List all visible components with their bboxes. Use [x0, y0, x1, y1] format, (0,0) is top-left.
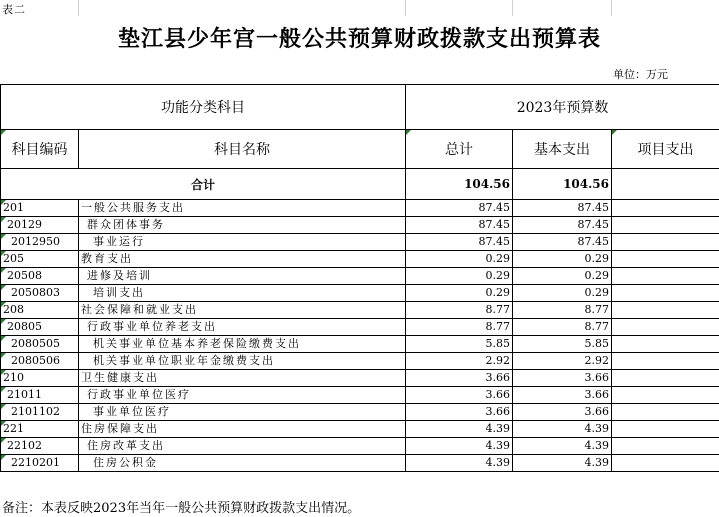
row-basic: 4.39 — [513, 421, 612, 438]
row-project — [612, 387, 719, 404]
row-project — [612, 438, 719, 455]
row-code: 2080505 — [1, 336, 79, 353]
row-name: 住房保障支出 — [79, 421, 406, 438]
footnote: 备注：本表反映2023年当年一般公共预算财政拨款支出情况。 — [2, 501, 361, 516]
row-basic: 8.77 — [513, 302, 612, 319]
row-name: 一般公共服务支出 — [79, 200, 406, 217]
header-budget-year: 2023年预算数 — [406, 85, 719, 130]
row-total: 3.66 — [406, 370, 513, 387]
total-total: 104.56 — [406, 169, 513, 200]
grid-line — [405, 0, 406, 16]
table-row — [1, 251, 719, 268]
row-code: 20508 — [1, 268, 79, 285]
row-code: 21011 — [1, 387, 79, 404]
row-basic: 4.39 — [513, 438, 612, 455]
table-row — [1, 268, 719, 285]
row-project — [612, 200, 719, 217]
table-row — [1, 404, 719, 421]
table-row — [1, 217, 719, 234]
row-basic: 3.66 — [513, 387, 612, 404]
row-project — [612, 353, 719, 370]
grid-line — [512, 0, 513, 16]
header-code: 科目编码 — [1, 130, 79, 169]
grid-line — [611, 0, 612, 16]
row-total: 8.77 — [406, 302, 513, 319]
row-project — [612, 455, 719, 472]
table-row — [1, 421, 719, 438]
row-code: 2080506 — [1, 353, 79, 370]
row-code: 205 — [1, 251, 79, 268]
row-code: 20129 — [1, 217, 79, 234]
row-total: 0.29 — [406, 268, 513, 285]
row-total: 8.77 — [406, 319, 513, 336]
unit-label: 单位：万元 — [613, 68, 668, 81]
row-total: 0.29 — [406, 251, 513, 268]
row-code: 2210201 — [1, 455, 79, 472]
header-total: 总计 — [406, 130, 513, 169]
row-basic: 5.85 — [513, 336, 612, 353]
table-row — [1, 353, 719, 370]
total-basic: 104.56 — [513, 169, 612, 200]
row-total: 4.39 — [406, 421, 513, 438]
row-name: 行政事业单位医疗 — [79, 387, 406, 404]
row-total: 2.92 — [406, 353, 513, 370]
row-name: 住房改革支出 — [79, 438, 406, 455]
header-func-class: 功能分类科目 — [1, 85, 406, 130]
row-total: 4.39 — [406, 438, 513, 455]
header-row-1 — [1, 85, 719, 130]
row-total: 4.39 — [406, 455, 513, 472]
table-row — [1, 285, 719, 302]
table-row — [1, 234, 719, 251]
row-total: 0.29 — [406, 285, 513, 302]
row-code: 201 — [1, 200, 79, 217]
table-row — [1, 336, 719, 353]
row-project — [612, 251, 719, 268]
row-code: 221 — [1, 421, 79, 438]
row-name: 社会保障和就业支出 — [79, 302, 406, 319]
table-row — [1, 370, 719, 387]
row-basic: 3.66 — [513, 370, 612, 387]
table-row — [1, 302, 719, 319]
row-name: 培训支出 — [79, 285, 406, 302]
table-row — [1, 455, 719, 472]
row-name: 事业单位医疗 — [79, 404, 406, 421]
table-row — [1, 438, 719, 455]
row-project — [612, 421, 719, 438]
row-basic: 0.29 — [513, 251, 612, 268]
row-project — [612, 404, 719, 421]
row-name: 行政事业单位养老支出 — [79, 319, 406, 336]
row-basic: 3.66 — [513, 404, 612, 421]
total-project — [612, 169, 719, 200]
header-row-2 — [1, 130, 719, 169]
page-title: 垫江县少年宫一般公共预算财政拨款支出预算表 — [117, 27, 601, 52]
row-basic: 0.29 — [513, 285, 612, 302]
header-project: 项目支出 — [612, 130, 719, 169]
row-project — [612, 319, 719, 336]
table-row — [1, 200, 719, 217]
row-name: 事业运行 — [79, 234, 406, 251]
row-project — [612, 217, 719, 234]
total-label: 合计 — [1, 169, 406, 200]
row-name: 住房公积金 — [79, 455, 406, 472]
row-project — [612, 285, 719, 302]
row-name: 群众团体事务 — [79, 217, 406, 234]
row-code: 2012950 — [1, 234, 79, 251]
row-total: 3.66 — [406, 404, 513, 421]
row-total: 87.45 — [406, 217, 513, 234]
sheet-tag: 表二 — [2, 3, 26, 16]
table-row — [1, 319, 719, 336]
row-code: 20805 — [1, 319, 79, 336]
row-name: 进修及培训 — [79, 268, 406, 285]
row-basic: 2.92 — [513, 353, 612, 370]
row-total: 5.85 — [406, 336, 513, 353]
row-code: 210 — [1, 370, 79, 387]
total-row — [1, 169, 719, 200]
row-total: 87.45 — [406, 200, 513, 217]
row-total: 3.66 — [406, 387, 513, 404]
row-basic: 4.39 — [513, 455, 612, 472]
row-project — [612, 302, 719, 319]
row-project — [612, 234, 719, 251]
row-code: 22102 — [1, 438, 79, 455]
row-total: 87.45 — [406, 234, 513, 251]
budget-table — [0, 84, 719, 472]
row-project — [612, 336, 719, 353]
row-name: 机关事业单位职业年金缴费支出 — [79, 353, 406, 370]
row-basic: 87.45 — [513, 217, 612, 234]
row-basic: 87.45 — [513, 234, 612, 251]
row-project — [612, 370, 719, 387]
header-basic: 基本支出 — [513, 130, 612, 169]
row-code: 2101102 — [1, 404, 79, 421]
row-name: 教育支出 — [79, 251, 406, 268]
row-basic: 0.29 — [513, 268, 612, 285]
grid-line — [78, 0, 79, 16]
row-name: 机关事业单位基本养老保险缴费支出 — [79, 336, 406, 353]
row-name: 卫生健康支出 — [79, 370, 406, 387]
row-code: 208 — [1, 302, 79, 319]
row-basic: 87.45 — [513, 200, 612, 217]
row-basic: 8.77 — [513, 319, 612, 336]
row-project — [612, 268, 719, 285]
row-code: 2050803 — [1, 285, 79, 302]
table-row — [1, 387, 719, 404]
header-name: 科目名称 — [79, 130, 406, 169]
